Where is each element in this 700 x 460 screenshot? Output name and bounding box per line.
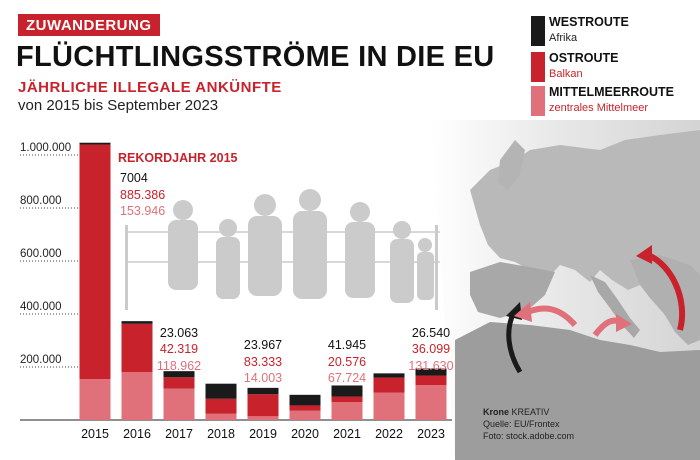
x-tick-label: 2015	[81, 427, 109, 441]
bar-2020-mittel	[290, 411, 321, 420]
y-tick-label: 400.000	[20, 301, 62, 313]
data-label-2017-west: 23.063	[159, 326, 199, 340]
bar-2020-ost	[290, 405, 321, 410]
bar-2018-mittel	[206, 414, 237, 420]
legend-sub-0: Afrika	[549, 32, 578, 44]
x-tick-label: 2022	[375, 427, 403, 441]
x-tick-label: 2019	[249, 427, 277, 441]
data-label-2015-ost: 885.386	[120, 188, 166, 202]
legend-sub-2: zentrales Mittelmeer	[549, 102, 649, 114]
bar-2022-west	[374, 373, 405, 377]
bar-2018-west	[206, 384, 237, 399]
data-label-2017-mittel: 118.962	[156, 359, 202, 373]
chart-period: von 2015 bis September 2023	[18, 97, 219, 114]
bar-2019-west	[248, 388, 279, 394]
chart-title: FLÜCHTLINGSSTRÖME IN DIE EU	[16, 41, 495, 73]
y-tick-label: 200.000	[20, 354, 62, 366]
data-label-2019-west: 23.967	[243, 338, 283, 352]
bar-2022-mittel	[374, 393, 405, 420]
data-label-2019-mittel: 14.003	[243, 371, 283, 385]
bar-2020-west	[290, 395, 321, 406]
bar-2021-ost	[332, 397, 363, 402]
credits-source: Quelle: EU/Frontex	[483, 419, 560, 429]
bar-2018-ost	[206, 399, 237, 414]
bar-2015-ost	[80, 145, 111, 380]
credits-photo: Foto: stock.adobe.com	[483, 431, 575, 441]
annotation-rekordjahr: REKORDJAHR 2015	[118, 151, 238, 165]
bar-2023-mittel	[416, 385, 447, 420]
category-tag: ZUWANDERUNG	[18, 14, 160, 36]
bar-2016-west	[122, 321, 153, 324]
credits-brand: Krone	[483, 407, 510, 417]
bar-2021-mittel	[332, 402, 363, 420]
data-label-2017-ost: 42.319	[159, 342, 199, 356]
y-tick-label: 600.000	[20, 248, 62, 260]
x-tick-label: 2021	[333, 427, 361, 441]
data-label-2019-ost: 83.333	[243, 355, 283, 369]
legend-label-1: OSTROUTE	[549, 51, 619, 65]
bar-2021-west	[332, 385, 363, 396]
legend-sub-1: Balkan	[549, 68, 583, 80]
bar-2017-mittel	[164, 388, 195, 420]
data-label-2023-mittel: 131.630	[408, 359, 454, 373]
data-label-2021-west: 41.945	[327, 338, 367, 352]
legend-label-0: WESTROUTE	[549, 15, 629, 29]
y-tick-label: 800.000	[20, 195, 62, 207]
data-label-2015-west: 7004	[120, 171, 148, 185]
bar-2023-ost	[416, 376, 447, 386]
x-tick-label: 2018	[207, 427, 235, 441]
credits	[483, 406, 574, 442]
legend-label-2: MITTELMEERROUTE	[549, 85, 674, 99]
x-tick-label: 2017	[165, 427, 193, 441]
chart-subtitle: JÄHRLICHE ILLEGALE ANKÜNFTE	[18, 79, 282, 96]
data-label-2015-mittel: 153.946	[120, 204, 166, 218]
data-label-2021-ost: 20.576	[327, 355, 367, 369]
bar-2015-mittel	[80, 379, 111, 420]
bar-2015-west	[80, 143, 111, 145]
bar-2017-ost	[164, 377, 195, 388]
credits-brand-suffix: KREATIV	[511, 407, 550, 417]
data-label-2021-mittel: 67.724	[327, 371, 367, 385]
data-label-2023-ost: 36.099	[411, 342, 451, 356]
y-tick-label: 1.000.000	[20, 142, 72, 154]
bar-2019-mittel	[248, 416, 279, 420]
bar-2019-ost	[248, 394, 279, 416]
x-tick-label: 2023	[417, 427, 445, 441]
x-tick-label: 2016	[123, 427, 151, 441]
bar-2016-mittel	[122, 372, 153, 420]
x-tick-label: 2020	[291, 427, 319, 441]
bar-2022-ost	[374, 378, 405, 393]
data-label-2023-west: 26.540	[411, 326, 451, 340]
bar-2016-ost	[122, 324, 153, 372]
